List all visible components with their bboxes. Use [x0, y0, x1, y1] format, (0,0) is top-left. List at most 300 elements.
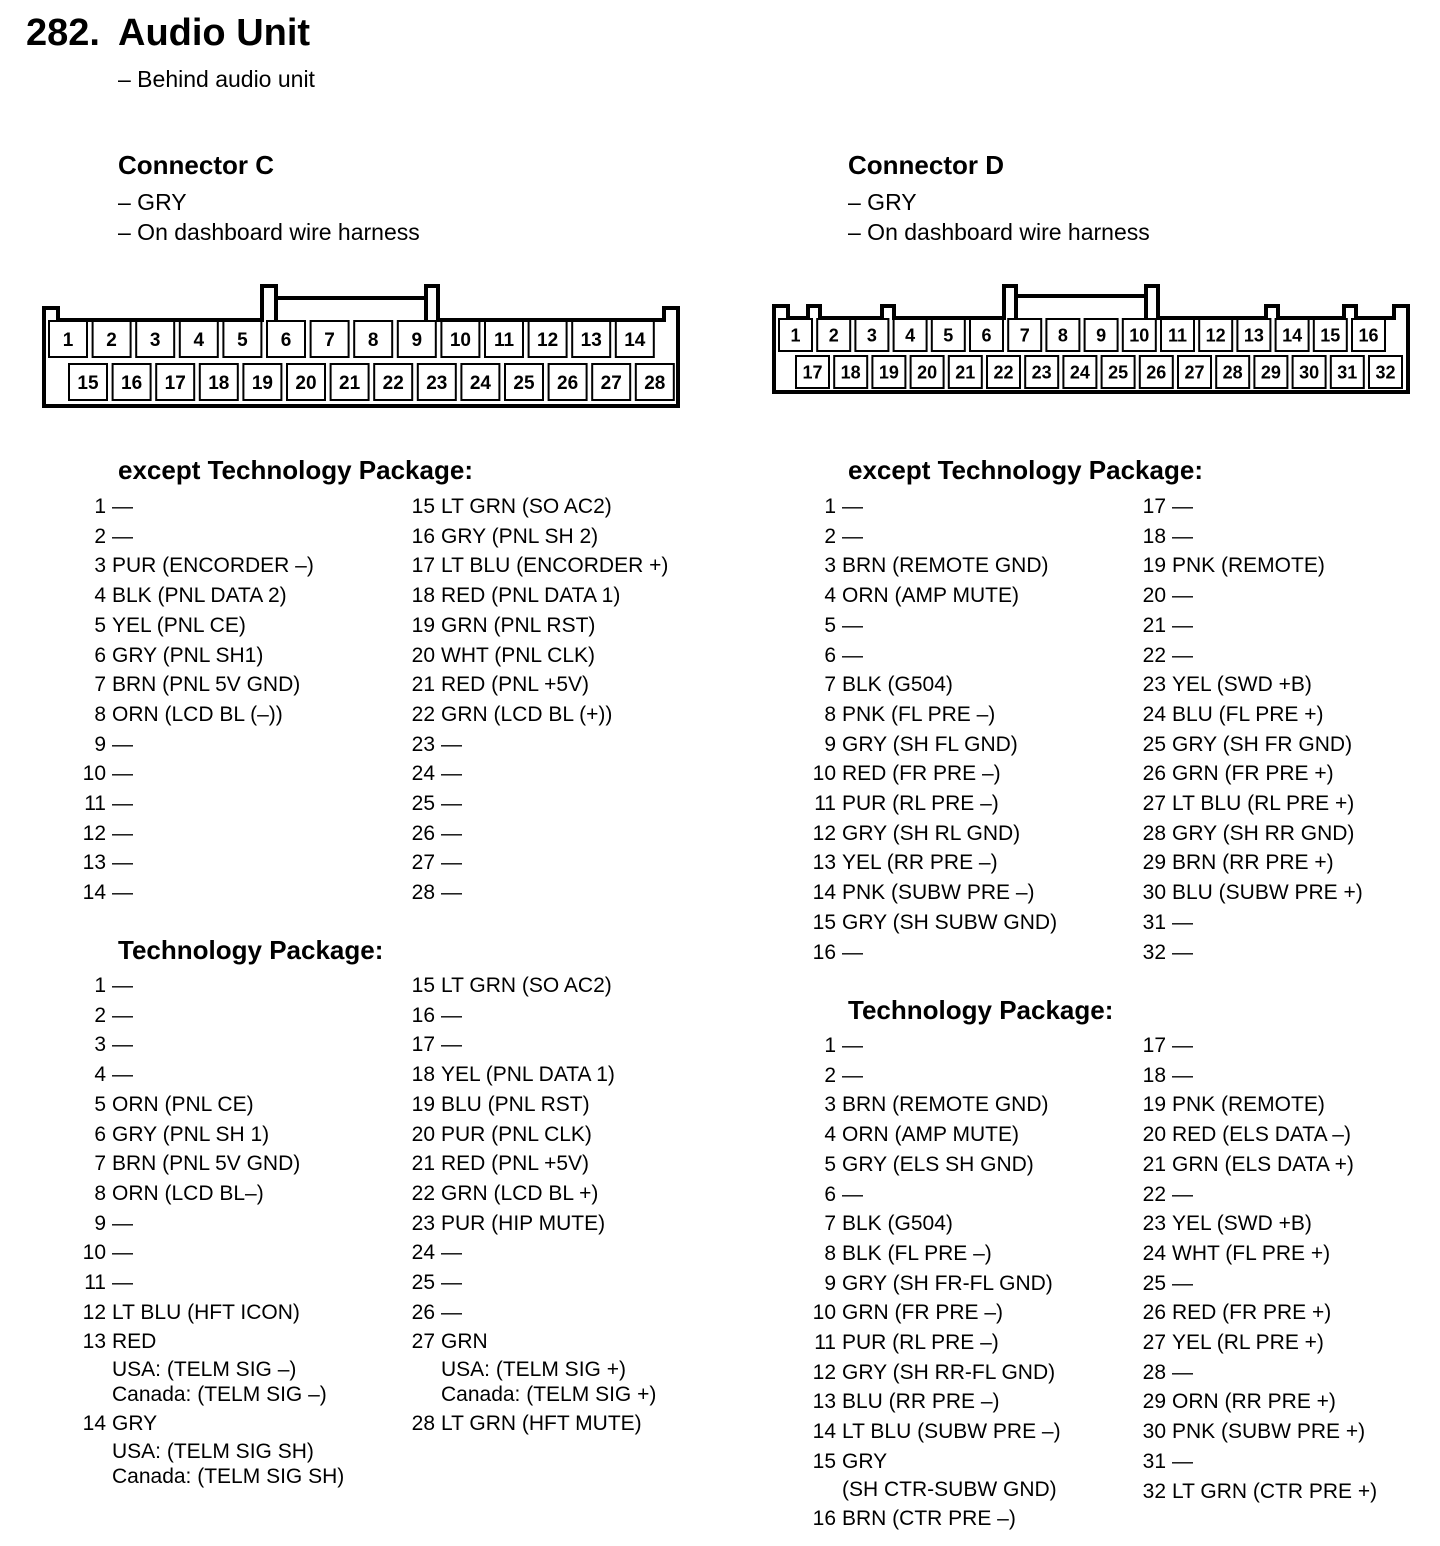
pin-number: 9	[824, 732, 836, 756]
pin-number: 3	[94, 1033, 106, 1057]
pin-wire	[842, 789, 999, 819]
pin-cell	[636, 364, 674, 400]
pin-number: 6	[824, 643, 836, 667]
connector-d-except-left-list	[806, 492, 1057, 967]
pin-entry	[806, 848, 1057, 878]
pin-entry	[405, 1327, 656, 1407]
pin-number: 4	[94, 584, 106, 608]
pin-number: 16	[812, 940, 836, 964]
pin-number: 28	[411, 1412, 435, 1436]
pin-entry	[806, 1180, 1061, 1210]
pin-wire-color: BRN (REMOTE GND)	[842, 1093, 1049, 1117]
pin-wire	[1172, 670, 1312, 700]
pin-wire-color: PNK (FL PRE –)	[842, 702, 996, 726]
pin-number: 26	[1142, 762, 1166, 786]
pin-number: 10	[812, 762, 836, 786]
pin-entry	[806, 1269, 1061, 1299]
pin-cell-label: 6	[981, 325, 992, 346]
pin-wire-color: —	[112, 1211, 133, 1235]
pin-cell-label: 7	[324, 329, 335, 351]
pin-wire	[1172, 1477, 1377, 1507]
pin-wire	[1172, 789, 1354, 819]
pin-wire	[441, 1268, 462, 1298]
pin-wire-color: ORN (LCD BL–)	[112, 1181, 264, 1205]
pin-wire-color: —	[842, 1034, 863, 1057]
pin-wire-color: LT GRN (CTR PRE +)	[1172, 1479, 1378, 1503]
pin-wire	[441, 1327, 656, 1407]
pin-wire	[1172, 1239, 1330, 1269]
pin-entry	[806, 492, 1057, 522]
connector-c-tech-left-list	[76, 971, 344, 1491]
pin-entry	[1136, 759, 1363, 789]
pin-number: 31	[1142, 910, 1166, 934]
pin-number: 1	[94, 974, 106, 997]
pin-number: 30	[1142, 1420, 1166, 1444]
pin-cell	[932, 319, 965, 351]
pin-cell	[1369, 356, 1402, 388]
pin-cell-label: 17	[164, 372, 186, 394]
pin-number: 23	[1142, 673, 1166, 697]
pin-entry	[76, 1327, 344, 1407]
pin-cell	[855, 319, 888, 351]
pin-entry	[806, 1061, 1061, 1091]
pin-wire-color: GRY (SH FR-FL GND)	[842, 1271, 1053, 1295]
pin-wire-color: —	[112, 1271, 133, 1295]
pin-wire-color: BLK (PNL DATA 2)	[112, 584, 287, 608]
pin-wire	[112, 1120, 269, 1150]
pin-wire-color: —	[112, 732, 133, 756]
pin-cell	[505, 364, 543, 400]
connector-c-top-row	[49, 321, 654, 357]
pin-wire-color: —	[1172, 1034, 1193, 1057]
pin-number: 20	[1142, 584, 1166, 608]
pin-entry	[405, 1268, 656, 1298]
pin-cell	[1161, 319, 1194, 351]
pin-wire	[1172, 848, 1334, 878]
pin-wire-color: BRN (REMOTE GND)	[842, 554, 1049, 578]
pin-cell-label: 16	[121, 372, 143, 394]
pin-cell-label: 31	[1337, 362, 1358, 383]
pin-cell	[1140, 356, 1173, 388]
pin-entry	[806, 789, 1057, 819]
pin-entry	[1136, 878, 1363, 908]
pin-cell	[817, 319, 850, 351]
pin-number: 23	[411, 732, 435, 756]
pin-entry	[76, 1209, 344, 1239]
pin-entry	[806, 1328, 1061, 1358]
pin-number: 18	[411, 1063, 435, 1087]
pin-number: 12	[812, 1360, 836, 1384]
pin-wire	[441, 1409, 642, 1439]
pin-wire	[1172, 1269, 1193, 1299]
pin-wire	[112, 1209, 133, 1239]
pin-number: 8	[824, 1241, 836, 1265]
pin-wire-detail: Canada: (TELM SIG –)	[112, 1383, 327, 1407]
pin-wire-color: GRN (FR PRE +)	[1172, 762, 1334, 786]
pin-wire	[441, 1179, 598, 1209]
pin-wire-color: —	[112, 792, 133, 816]
pin-number: 21	[411, 673, 435, 697]
pin-wire	[112, 1001, 133, 1031]
pin-number: 16	[411, 1003, 435, 1027]
pin-cell	[549, 364, 587, 400]
pin-wire	[441, 1209, 605, 1239]
pin-entry	[1136, 522, 1363, 552]
pin-wire-color: BLK (G504)	[842, 673, 953, 697]
pin-number: 9	[824, 1271, 836, 1295]
pin-wire	[112, 641, 263, 671]
pin-wire	[842, 1328, 999, 1358]
pin-wire	[112, 848, 133, 878]
pin-entry	[1136, 700, 1363, 730]
pin-wire	[1172, 700, 1324, 730]
pin-cell-label: 22	[993, 362, 1014, 383]
pin-cell	[1254, 356, 1287, 388]
pin-number: 18	[1142, 1063, 1166, 1087]
pin-wire-color: YEL (PNL DATA 1)	[441, 1063, 615, 1087]
pin-wire	[842, 878, 1035, 908]
pin-wire-color: PUR (PNL CLK)	[441, 1122, 592, 1146]
pin-wire	[112, 971, 133, 1001]
pin-wire	[1172, 938, 1193, 968]
pin-number: 7	[94, 1152, 106, 1176]
pin-wire	[842, 819, 1020, 849]
pin-entry	[405, 971, 656, 1001]
pin-wire	[1172, 641, 1193, 671]
connector-c-bottom-row	[69, 364, 674, 400]
section-location: – Behind audio unit	[118, 66, 315, 92]
pin-number: 30	[1142, 881, 1166, 905]
pin-number: 19	[411, 613, 435, 637]
pin-wire-color: RED (PNL +5V)	[441, 1152, 590, 1176]
pin-entry	[76, 1238, 344, 1268]
pin-wire	[1172, 1031, 1193, 1061]
pin-wire	[112, 1298, 300, 1328]
pin-entry	[405, 581, 668, 611]
pin-entry	[76, 670, 314, 700]
pin-cell	[113, 364, 151, 400]
pin-entry	[1136, 1477, 1377, 1507]
pin-number: 22	[1142, 643, 1166, 667]
pin-wire-color: LT GRN (SO AC2)	[441, 974, 612, 997]
pin-cell	[93, 321, 131, 357]
pin-wire-color: —	[1172, 940, 1193, 964]
pin-wire-color: PNK (REMOTE)	[1172, 554, 1325, 578]
pin-number: 24	[1142, 1241, 1166, 1265]
pin-number: 18	[411, 584, 435, 608]
pin-wire-color: —	[1172, 1449, 1193, 1473]
pin-wire	[1172, 1061, 1193, 1091]
pin-number: 25	[1142, 732, 1166, 756]
pin-cell-label: 25	[513, 372, 535, 394]
pin-wire-color: LT BLU (SUBW PRE –)	[842, 1420, 1061, 1444]
pin-number: 32	[1142, 940, 1166, 964]
pin-cell-label: 23	[1031, 362, 1052, 383]
pin-wire-color: GRN	[441, 1330, 488, 1354]
connector-c-tech-title: Technology Package:	[118, 935, 384, 965]
pin-number: 14	[812, 881, 836, 905]
pin-entry	[806, 878, 1057, 908]
pin-wire	[441, 1238, 462, 1268]
pin-number: 32	[1142, 1479, 1166, 1503]
pin-cell-label: 3	[866, 325, 877, 346]
pin-number: 29	[1142, 851, 1166, 875]
pin-wire-color: —	[112, 1003, 133, 1027]
pin-cell-label: 16	[1358, 325, 1379, 346]
pin-wire-color: GRY (PNL SH 2)	[441, 524, 599, 548]
pin-wire	[112, 551, 314, 581]
pin-number: 24	[411, 1241, 435, 1265]
pin-cell-label: 22	[382, 372, 404, 394]
pin-wire	[1172, 819, 1354, 849]
pin-number: 21	[1142, 1152, 1166, 1176]
connector-d-except-right-list	[1136, 492, 1363, 967]
pin-number: 25	[411, 792, 435, 816]
pin-wire	[1172, 730, 1352, 760]
pin-number: 18	[1142, 524, 1166, 548]
pin-cell-label: 26	[1146, 362, 1167, 383]
pin-wire-color: GRY (PNL SH 1)	[112, 1122, 270, 1146]
pin-wire-color: RED (FR PRE +)	[1172, 1301, 1332, 1325]
pin-cell-label: 3	[149, 329, 161, 351]
pin-wire	[1172, 522, 1193, 552]
pin-wire	[1172, 759, 1334, 789]
connector-d-tech-left-list	[806, 1031, 1061, 1533]
pin-entry	[1136, 1239, 1377, 1269]
pin-wire	[112, 492, 133, 522]
pin-wire-color: BRN (PNL 5V GND)	[112, 673, 301, 697]
pin-cell	[834, 356, 867, 388]
pin-number: 17	[1142, 1034, 1166, 1057]
pin-cell-label: 13	[1243, 325, 1264, 346]
pin-cell	[69, 364, 107, 400]
pin-entry	[806, 759, 1057, 789]
pin-entry	[76, 1298, 344, 1328]
pin-cell-label: 28	[1222, 362, 1243, 383]
pin-cell	[267, 321, 305, 357]
pin-wire	[112, 1149, 300, 1179]
pin-wire-color: —	[441, 1271, 462, 1295]
pin-entry	[76, 789, 314, 819]
pin-cell-label: 2	[106, 329, 117, 351]
pin-cell	[1063, 356, 1096, 388]
pin-wire	[441, 1030, 462, 1060]
pin-wire-color: ORN (PNL CE)	[112, 1092, 254, 1116]
pin-number: 25	[411, 1271, 435, 1295]
pin-cell-label: 14	[624, 329, 646, 351]
pin-wire-color: BLK (FL PRE –)	[842, 1241, 992, 1265]
pin-entry	[1136, 1061, 1377, 1091]
pin-entry	[1136, 1269, 1377, 1299]
pin-entry	[76, 848, 314, 878]
pin-entry	[806, 700, 1057, 730]
connector-c-harness: – On dashboard wire harness	[118, 219, 420, 245]
pin-entry	[806, 730, 1057, 760]
pin-cell-label: 17	[802, 362, 823, 383]
pin-entry	[76, 1090, 344, 1120]
pin-wire-color: —	[441, 732, 462, 756]
pin-number: 4	[94, 1063, 106, 1087]
pin-wire-color: ORN (LCD BL (–))	[112, 702, 283, 726]
pin-wire	[1172, 1328, 1324, 1358]
pin-wire-color: —	[1172, 1360, 1193, 1384]
pin-wire	[842, 492, 863, 522]
pin-wire-color: —	[842, 1063, 863, 1087]
pin-number: 27	[1142, 1331, 1166, 1355]
pin-cell	[200, 364, 238, 400]
pin-wire-color: —	[1172, 1182, 1193, 1206]
pin-number: 2	[94, 1003, 106, 1027]
pin-cell	[529, 321, 567, 357]
pin-entry	[806, 1090, 1061, 1120]
pin-wire-color: ORN (RR PRE +)	[1172, 1390, 1336, 1414]
pin-wire	[112, 670, 300, 700]
pin-wire	[441, 1120, 592, 1150]
pin-cell-label: 15	[1320, 325, 1341, 346]
pin-number: 9	[94, 732, 106, 756]
pin-wire-color: PNK (SUBW PRE +)	[1172, 1420, 1366, 1444]
pin-entry	[76, 1268, 344, 1298]
pin-entry	[806, 908, 1057, 938]
pin-number: 12	[812, 821, 836, 845]
pin-wire-color: —	[1172, 524, 1193, 548]
pin-number: 14	[82, 881, 106, 905]
pin-wire-color: —	[842, 613, 863, 637]
pin-cell-label: 10	[1129, 325, 1150, 346]
pin-entry	[806, 611, 1057, 641]
pin-wire	[842, 611, 863, 641]
pin-cell	[1237, 319, 1270, 351]
pin-wire	[842, 848, 998, 878]
pin-entry	[76, 878, 314, 908]
pin-number: 20	[1142, 1123, 1166, 1147]
pin-cell-label: 27	[600, 372, 622, 394]
pin-number: 22	[411, 1181, 435, 1205]
pin-entry	[76, 581, 314, 611]
pin-cell-label: 21	[339, 372, 361, 394]
pin-cell-label: 1	[62, 329, 74, 351]
pin-entry	[76, 611, 314, 641]
connector-c-tech-right-list	[405, 971, 656, 1439]
pin-wire-color: GRN (FR PRE –)	[842, 1301, 1004, 1325]
pin-wire	[842, 670, 953, 700]
connector-d-header	[848, 150, 1150, 247]
pin-wire	[112, 789, 133, 819]
page-title: Audio Unit	[118, 12, 311, 54]
pin-wire	[112, 1238, 133, 1268]
pin-wire-color: GRY (SH RL GND)	[842, 821, 1021, 845]
pin-entry	[1136, 1031, 1377, 1061]
pin-wire-color: —	[1172, 613, 1193, 637]
pin-entry	[405, 1149, 656, 1179]
pin-cell	[1008, 319, 1041, 351]
pin-number: 5	[824, 1152, 836, 1176]
pin-entry	[1136, 1209, 1377, 1239]
connector-c-except-title: except Technology Package:	[118, 455, 473, 485]
pin-wire	[842, 581, 1019, 611]
pin-number: 22	[411, 702, 435, 726]
pin-cell-label: 1	[790, 325, 801, 346]
pin-wire-color: LT BLU (ENCORDER +)	[441, 554, 669, 578]
pin-wire-color: RED (ELS DATA –)	[1172, 1123, 1351, 1147]
pin-wire-detail: Canada: (TELM SIG +)	[441, 1383, 657, 1407]
pin-entry	[76, 641, 314, 671]
pin-cell	[461, 364, 499, 400]
pin-number: 19	[1142, 1093, 1166, 1117]
pin-cell	[1276, 319, 1309, 351]
pin-cell	[243, 364, 281, 400]
pin-wire	[441, 819, 462, 849]
pin-entry	[1136, 1417, 1377, 1447]
pin-number: 21	[411, 1152, 435, 1176]
pin-number: 24	[1142, 702, 1166, 726]
pin-cell-label: 11	[1167, 325, 1188, 346]
pin-entry	[1136, 819, 1363, 849]
pin-wire	[441, 759, 462, 789]
pin-entry	[1136, 1180, 1377, 1210]
pin-wire-color: PNK (REMOTE)	[1172, 1093, 1325, 1117]
pin-wire-color: GRN (LCD BL +)	[441, 1181, 599, 1205]
connector-d-tech-right-list	[1136, 1031, 1377, 1506]
pin-cell	[1123, 319, 1156, 351]
pin-cell	[311, 321, 349, 357]
pin-cell-label: 13	[580, 329, 602, 351]
pin-wire-color: GRY (ELS SH GND)	[842, 1152, 1034, 1176]
pin-wire-detail: USA: (TELM SIG SH)	[112, 1439, 314, 1463]
pin-wire-color: PUR (RL PRE –)	[842, 792, 999, 816]
pin-wire	[842, 1090, 1049, 1120]
pin-entry	[806, 1447, 1061, 1502]
pin-number: 16	[812, 1506, 836, 1530]
pin-cell	[1293, 356, 1326, 388]
pin-cell	[572, 321, 610, 357]
pin-number: 7	[94, 673, 106, 697]
pin-wire-color: GRY (PNL SH1)	[112, 643, 264, 667]
connector-d-title: Connector D	[848, 150, 1004, 180]
pin-cell-label: 12	[537, 329, 559, 351]
connector-c-diagram	[0, 270, 720, 420]
pin-number: 25	[1142, 1271, 1166, 1295]
pin-number: 14	[812, 1420, 836, 1444]
pin-wire-color: LT BLU (HFT ICON)	[112, 1300, 300, 1324]
pin-wire	[842, 522, 863, 552]
pin-number: 13	[812, 851, 836, 875]
pin-entry	[76, 1060, 344, 1090]
pin-wire	[441, 492, 612, 522]
pin-wire-color: —	[441, 881, 462, 905]
pin-wire-color: RED (PNL +5V)	[441, 673, 590, 697]
pin-wire-color: —	[842, 643, 863, 667]
pin-wire	[842, 641, 863, 671]
pin-wire	[112, 759, 133, 789]
pin-wire	[112, 730, 133, 760]
pin-wire	[842, 1447, 1057, 1502]
pin-entry	[405, 1030, 656, 1060]
pin-wire	[1172, 908, 1193, 938]
pin-entry	[806, 938, 1057, 968]
pin-entry	[1136, 938, 1363, 968]
pin-cell-label: 26	[557, 372, 579, 394]
pin-wire	[842, 1298, 1003, 1328]
pin-wire-color: —	[1172, 1063, 1193, 1087]
pin-number: 28	[1142, 821, 1166, 845]
connector-c-title: Connector C	[118, 150, 274, 180]
pin-entry	[1136, 1447, 1377, 1477]
pin-wire	[441, 789, 462, 819]
pin-number: 2	[94, 524, 106, 548]
pin-entry	[76, 492, 314, 522]
pin-number: 11	[814, 792, 836, 816]
